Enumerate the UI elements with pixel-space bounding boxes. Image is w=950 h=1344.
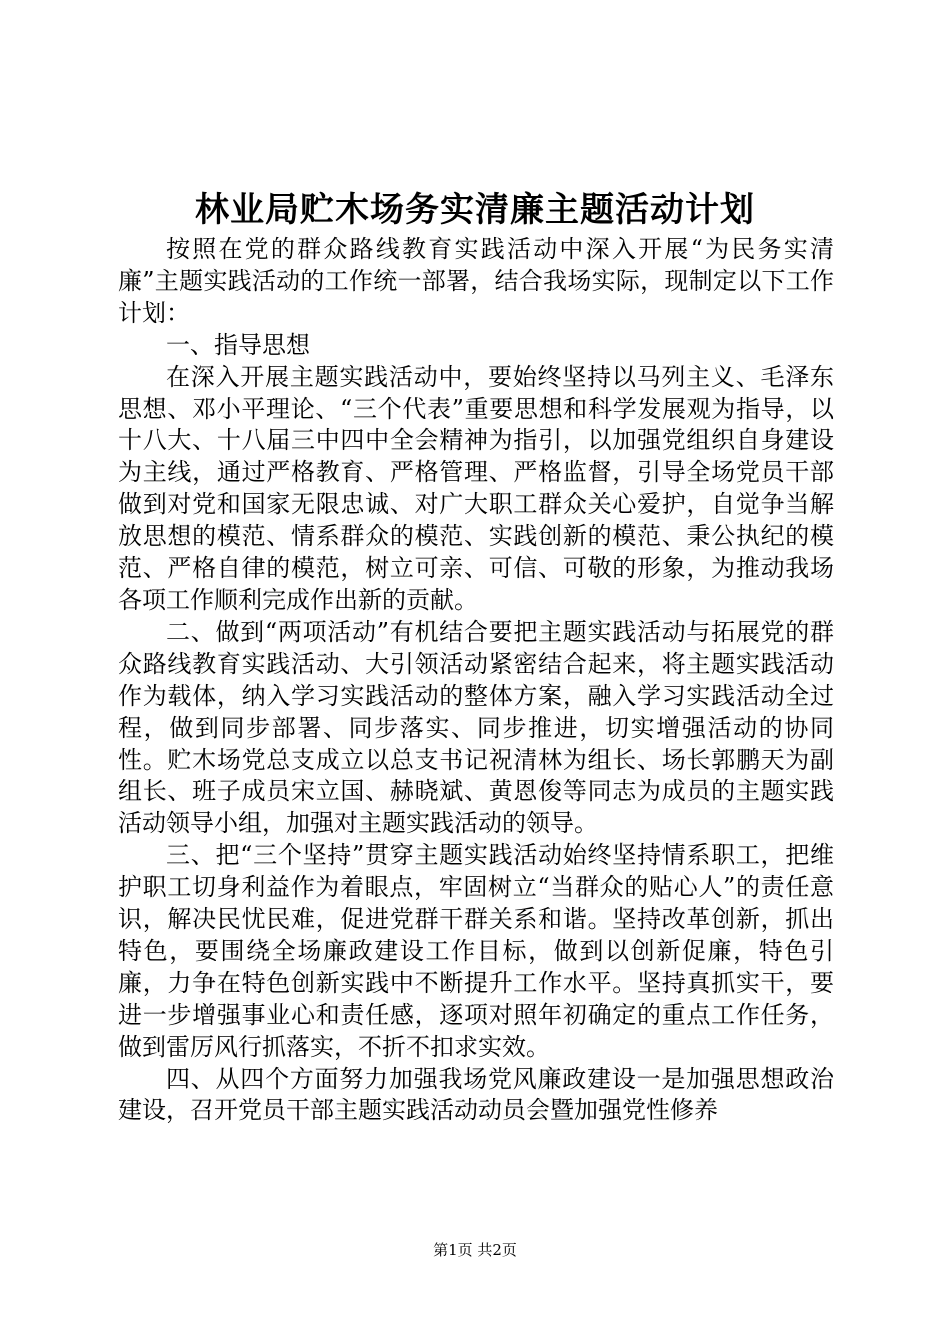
paragraph-intro: 按照在党的群众路线教育实践活动中深入开展“为民务实清廉”主题实践活动的工作统一部署，结合我场实际，现制定以下工作计划： (118, 235, 834, 327)
page-footer: 第1页 共2页 (433, 1241, 517, 1259)
section-heading-guiding-ideology: 一、指导思想 (166, 330, 310, 359)
paragraph-guiding-ideology: 在深入开展主题实践活动中，要始终坚持以马列主义、毛泽东思想、邓小平理论、“三个代表”重要思想和科学发展观为指导，以十八大、十八届三中四中全会精神为指引，以加强党组织自身建设为主线，通过严格教育、严格管理、严格监督，引导全场党员干部做到对党和国家无限忠诚、对广大职工群众关心爱护，自觉争当解放思想的模范、情系群众的模范、实践创新的模范、秉公执纪的模范、严格自律的模范，树立可亲、可信、可敬的形象，为推动我场各项工作顺利完成作出新的贡献。 (118, 362, 834, 614)
paragraph-section-three: 三、把“三个坚持”贯穿主题实践活动始终坚持情系职工，把维护职工切身利益作为着眼点，牢固树立“当群众的贴心人”的责任意识，解决民忧民难，促进党群干群关系和谐。坚持改革创新，抓出特色，要围绕全场廉政建设工作目标，做到以创新促廉，特色引廉，力争在特色创新实践中不断提升工作水平。坚持真抓实干，要进一步增强事业心和责任感，逐项对照年初确定的重点工作任务，做到雷厉风行抓落实，不折不扣求实效。 (118, 841, 834, 1061)
paragraph-section-two: 二、做到“两项活动”有机结合要把主题实践活动与拓展党的群众路线教育实践活动、大引领活动紧密结合起来，将主题实践活动作为载体，纳入学习实践活动的整体方案，融入学习实践活动全过程，做到同步部署、同步落实、同步推进，切实增强活动的协同性。贮木场党总支成立以总支书记祝清林为组长、场长郭鹏天为副组长、班子成员宋立国、赫晓斌、黄恩俊等同志为成员的主题实践活动领导小组，加强对主题实践活动的领导。 (118, 617, 834, 838)
document-body (118, 234, 834, 1127)
document-title: 林业局贮木场务实清廉主题活动计划 (195, 190, 755, 230)
paragraph-section-four: 四、从四个方面努力加强我场党风廉政建设一是加强思想政治建设，召开党员干部主题实践活动动员会暨加强党性修养 (118, 1064, 834, 1125)
